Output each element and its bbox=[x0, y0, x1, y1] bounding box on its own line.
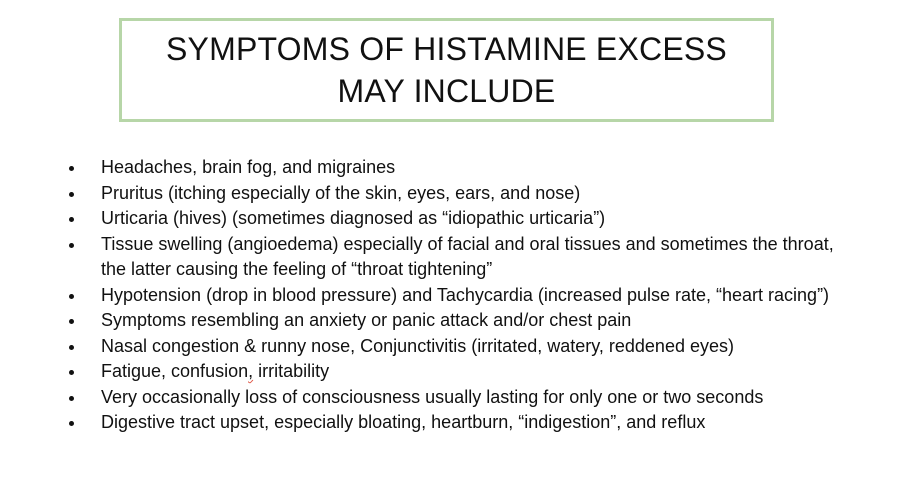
list-item bbox=[62, 308, 862, 334]
spellcheck-underline: , bbox=[248, 361, 254, 381]
bullet-icon bbox=[69, 294, 74, 299]
list-item-text: Very occasionally loss of consciousness usually lasting for only one or two seconds bbox=[101, 386, 764, 407]
list-item bbox=[62, 155, 862, 181]
list-item bbox=[62, 334, 862, 360]
list-item-text: Tissue swelling (angioedema) especially of facial and oral tissues and sometimes the throat, the latter causing the feeling of “throat tightening” bbox=[101, 233, 834, 279]
list-item bbox=[62, 181, 862, 207]
list-item-text: Hypotension (drop in blood pressure) and Tachycardia (increased pulse rate, “heart racing”) bbox=[101, 284, 830, 305]
bullet-icon bbox=[69, 396, 74, 401]
list-item bbox=[62, 283, 862, 309]
list-item-text-part: Fatigue, confusion bbox=[101, 361, 249, 381]
bullet-icon bbox=[69, 217, 74, 222]
list-item-text: Urticaria (hives) (sometimes diagnosed as “idiopathic urticaria”) bbox=[101, 208, 606, 228]
list-item-text: Pruritus (itching especially of the skin, eyes, ears, and nose) bbox=[101, 182, 581, 203]
list-item bbox=[62, 410, 862, 436]
title-line-1: SYMPTOMS OF HISTAMINE EXCESS bbox=[166, 31, 727, 67]
list-item bbox=[62, 385, 862, 411]
list-item bbox=[62, 232, 862, 283]
symptom-list bbox=[62, 155, 862, 436]
list-item bbox=[62, 206, 862, 232]
title-box bbox=[119, 18, 774, 122]
list-item-text: Nasal congestion & runny nose, Conjunctivitis (irritated, watery, reddened eyes) bbox=[101, 335, 734, 356]
bullet-icon bbox=[69, 243, 74, 248]
bullet-icon bbox=[69, 192, 74, 197]
bullet-icon bbox=[69, 345, 74, 350]
list-item-text: Headaches, brain fog, and migraines bbox=[101, 157, 396, 177]
list-item-text: Digestive tract upset, especially bloating, heartburn, “indigestion”, and reflux bbox=[101, 412, 706, 432]
bullet-icon bbox=[69, 166, 74, 171]
list-item-text bbox=[101, 361, 329, 381]
list-item-text-part: irritability bbox=[253, 361, 330, 381]
title-line-2: MAY INCLUDE bbox=[337, 73, 556, 109]
list-item bbox=[62, 359, 862, 385]
list-item-text: Symptoms resembling an anxiety or panic attack and/or chest pain bbox=[101, 310, 632, 330]
bullet-icon bbox=[69, 319, 74, 324]
bullet-icon bbox=[69, 370, 74, 375]
bullet-icon bbox=[69, 421, 74, 426]
